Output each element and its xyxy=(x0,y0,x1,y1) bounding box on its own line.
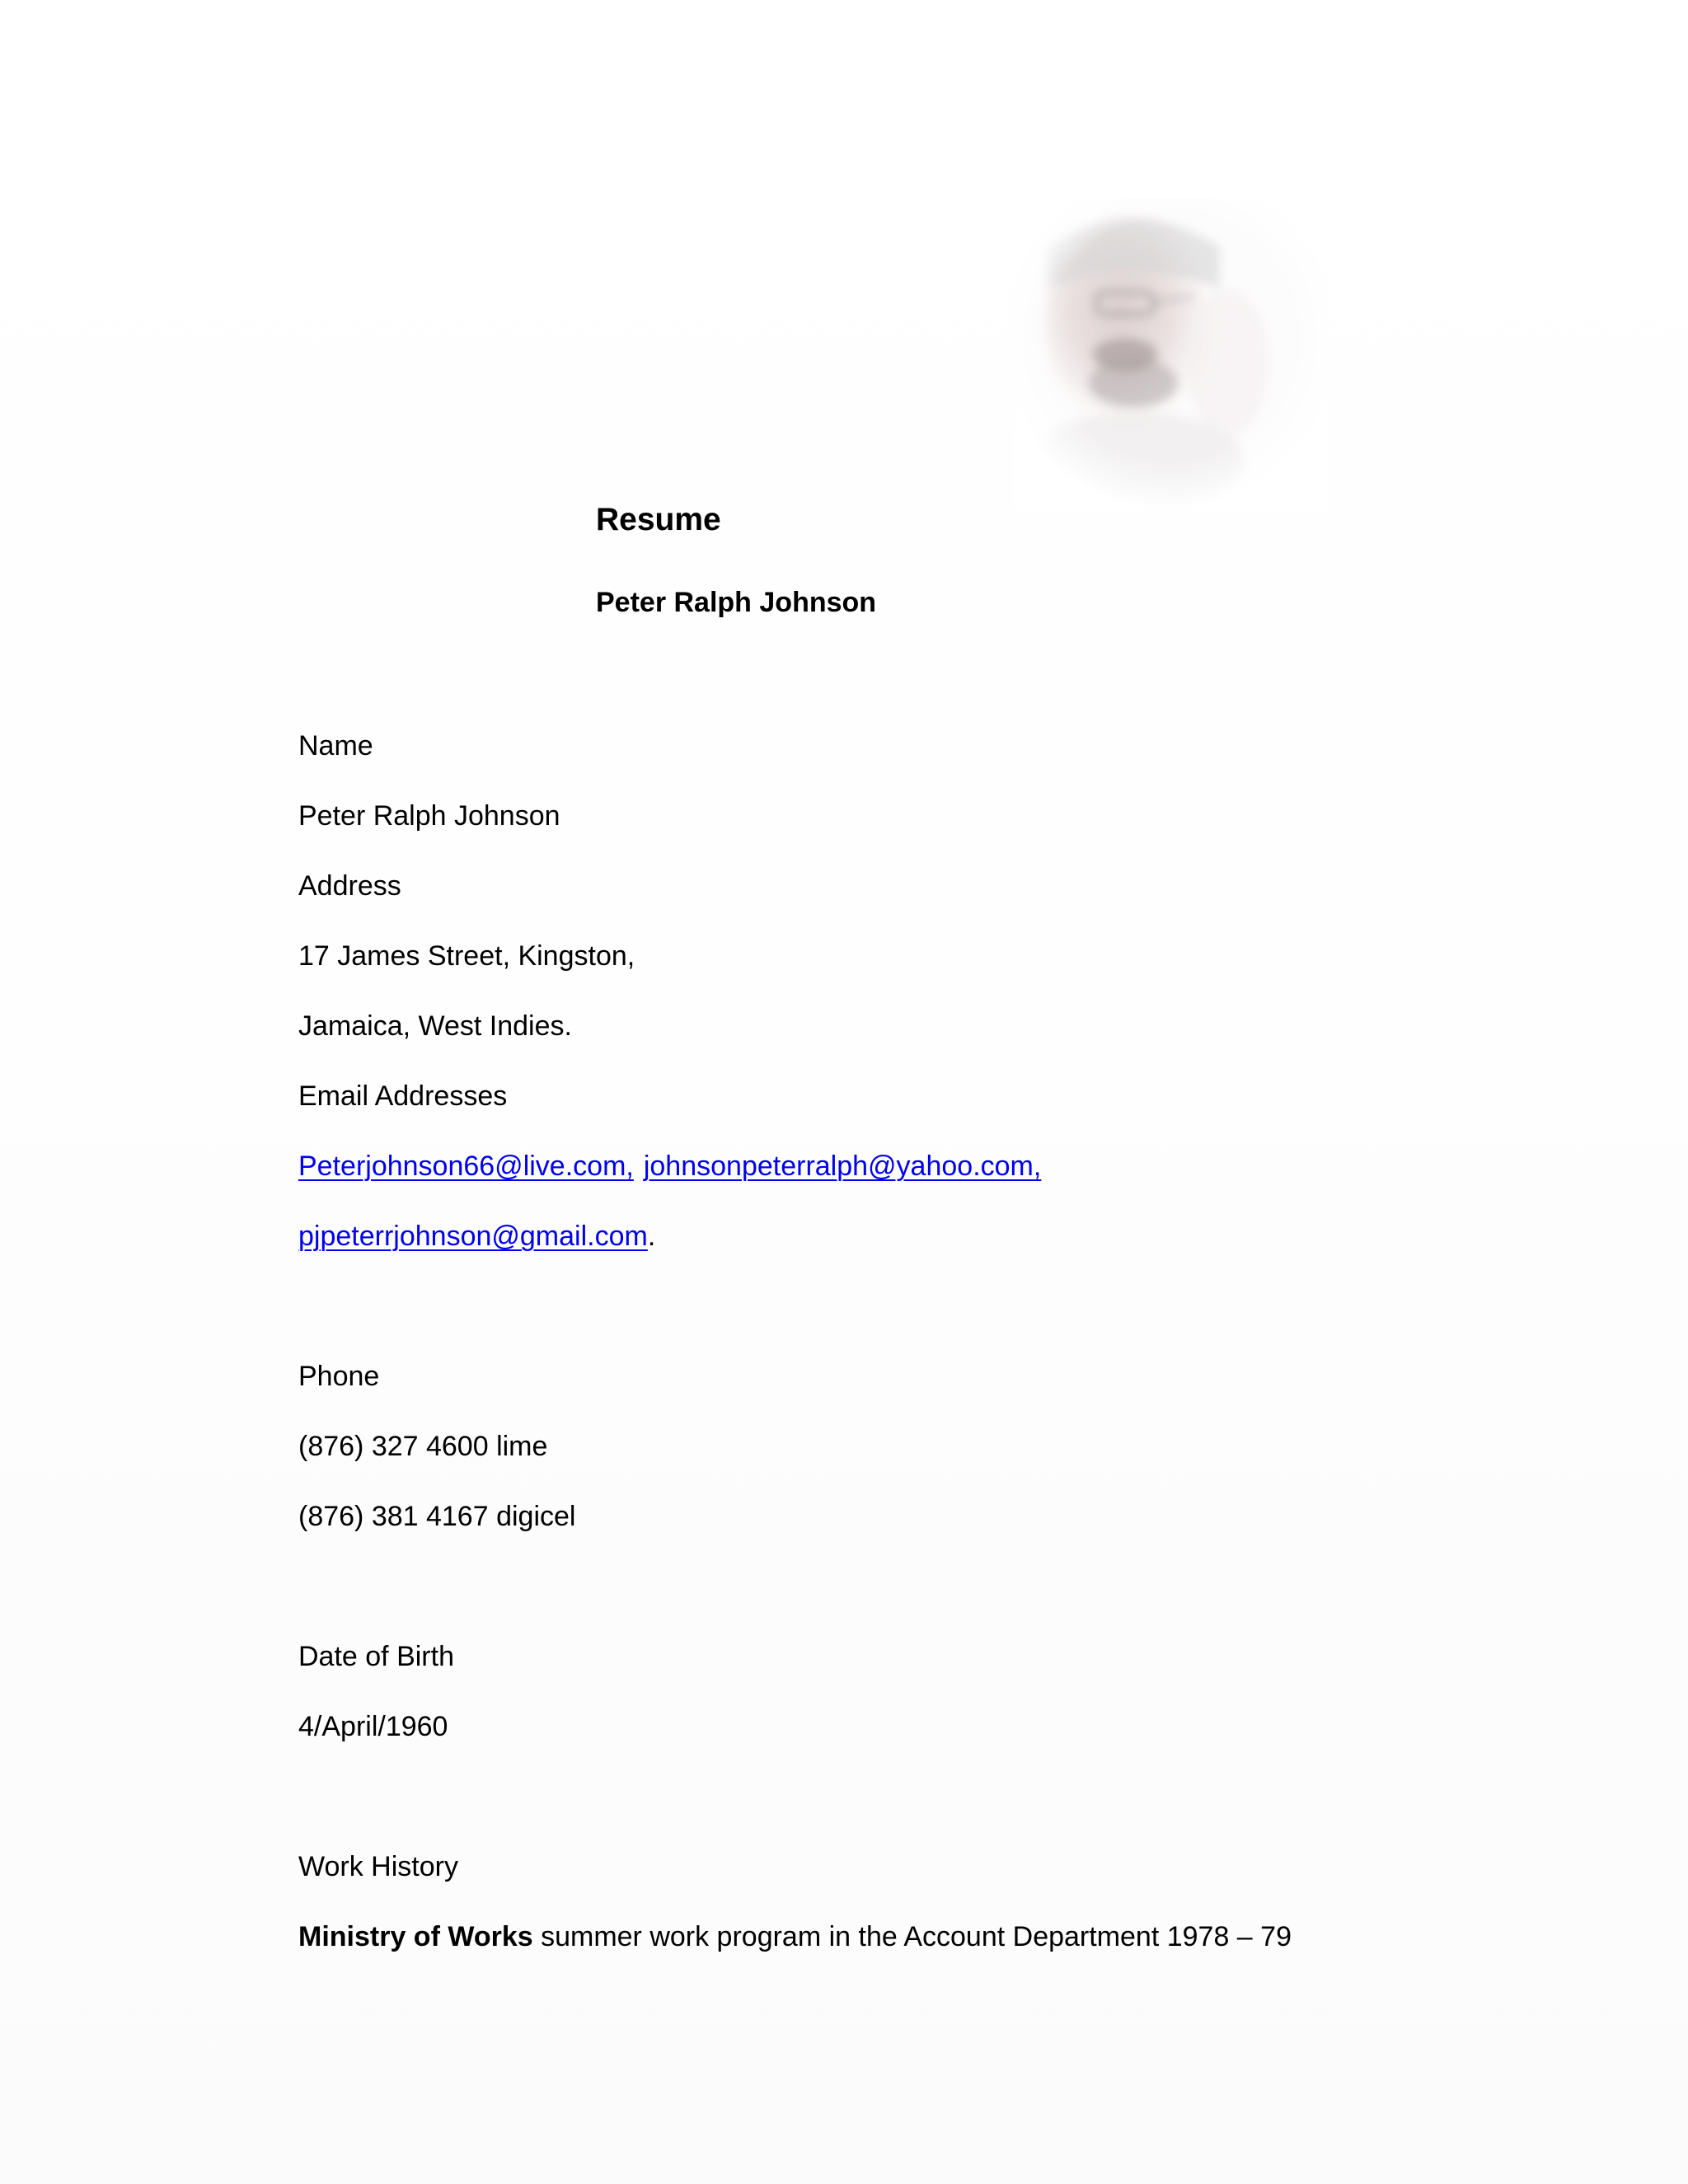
address-label: Address xyxy=(298,870,401,902)
work-detail: summer work program in the Account Department 1978 – 79 xyxy=(532,1921,1292,1952)
email-end-punct: . xyxy=(647,1221,656,1252)
email-label: Email Addresses xyxy=(298,1080,508,1112)
work-history-label: Work History xyxy=(298,1851,458,1882)
work-history-item xyxy=(298,1923,1292,1951)
dob-value: 4/April/1960 xyxy=(298,1711,448,1742)
email-link-live[interactable]: Peterjohnson66@live.com, xyxy=(298,1151,634,1182)
document-subtitle: Peter Ralph Johnson xyxy=(596,587,877,618)
name-value: Peter Ralph Johnson xyxy=(298,800,560,832)
address-line-2: Jamaica, West Indies. xyxy=(298,1010,572,1042)
email-link-yahoo[interactable]: johnsonpeterralph@yahoo.com, xyxy=(643,1151,1042,1182)
work-employer: Ministry of Works xyxy=(298,1921,533,1952)
document-title: Resume xyxy=(596,502,721,537)
email-line-2 xyxy=(298,1222,655,1250)
phone-lime: (876) 327 4600 lime xyxy=(298,1431,548,1462)
email-link-gmail[interactable]: pjpeterrjohnson@gmail.com xyxy=(298,1221,648,1252)
name-label: Name xyxy=(298,730,373,762)
dob-label: Date of Birth xyxy=(298,1641,454,1672)
phone-digicel: (876) 381 4167 digicel xyxy=(298,1501,576,1532)
profile-photo xyxy=(1014,198,1327,511)
address-line-1: 17 James Street, Kingston, xyxy=(298,940,635,972)
email-line-1 xyxy=(298,1152,1041,1180)
phone-label: Phone xyxy=(298,1361,380,1392)
